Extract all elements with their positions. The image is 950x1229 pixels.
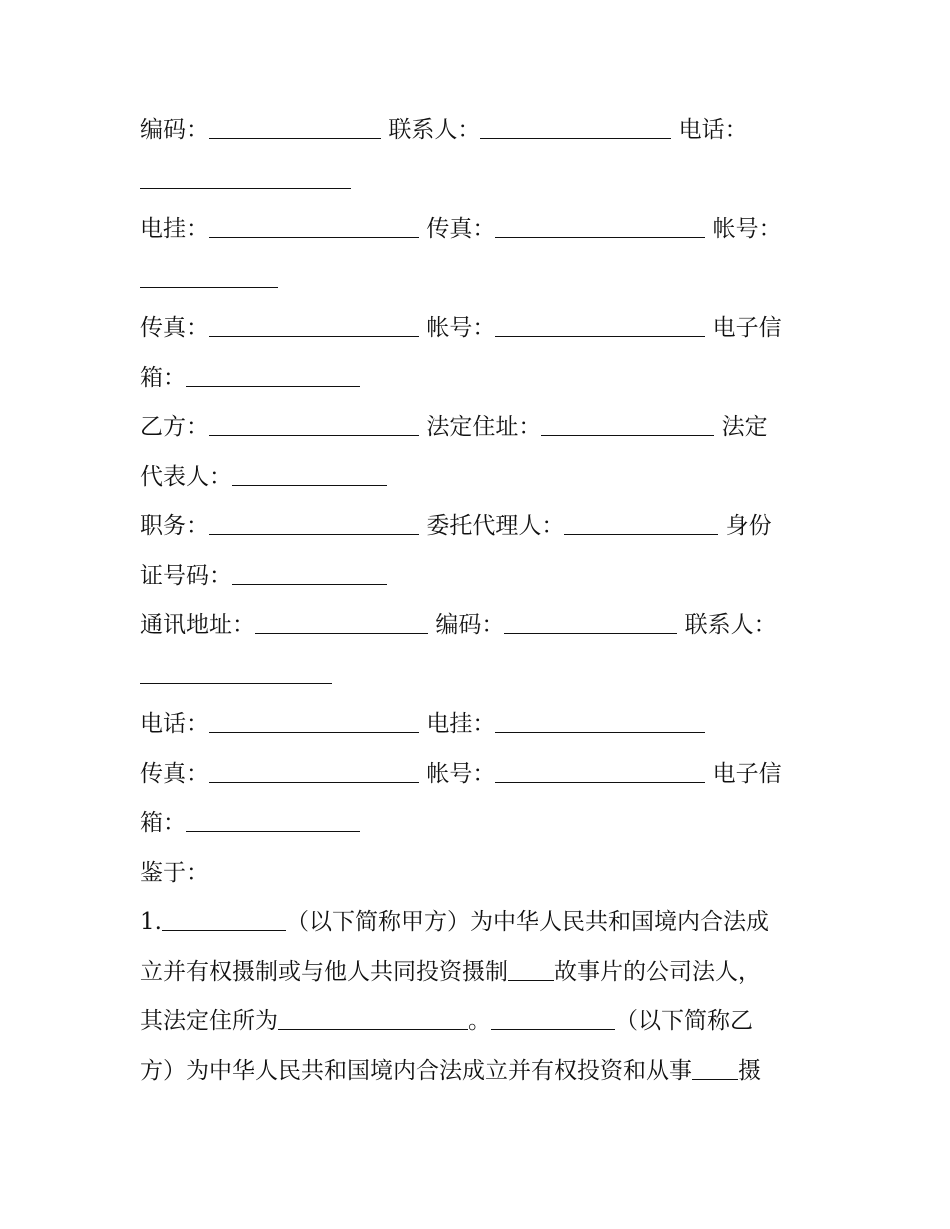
party-b-contact-blank[interactable] — [140, 663, 332, 684]
contract-page — [140, 106, 810, 1096]
party-b-telex-label: 电挂： — [426, 711, 496, 737]
id-blank[interactable] — [232, 564, 387, 585]
fax2-blank[interactable] — [209, 316, 419, 337]
whereas-line-4 — [140, 1047, 810, 1097]
agent-blank[interactable] — [564, 514, 718, 535]
business-blank[interactable] — [692, 1059, 738, 1080]
account2-label: 帐号： — [426, 315, 496, 341]
email-label-end: 箱： — [140, 364, 186, 391]
agent-label: 委托代理人： — [426, 513, 565, 539]
id-label-start: 身份 — [725, 513, 772, 539]
whereas-line-1 — [140, 898, 810, 948]
whereas-line-4-text-b: 摄 — [738, 1057, 761, 1084]
whereas-line-2 — [140, 948, 810, 998]
film-count-blank[interactable] — [508, 960, 554, 981]
party-a-telex-line — [140, 205, 810, 255]
telex-blank[interactable] — [209, 217, 419, 238]
party-b-fax-label: 传真： — [140, 760, 209, 787]
whereas-line-3 — [140, 997, 810, 1047]
whereas-line-3-text-c: （以下简称乙 — [615, 1008, 753, 1034]
contact-blank[interactable] — [480, 118, 671, 139]
party-b-account-blank[interactable] — [495, 762, 705, 783]
party-b-code-blank[interactable] — [504, 613, 677, 634]
phone-blank[interactable] — [140, 168, 351, 189]
party-b-position-line — [140, 502, 810, 552]
party-b-mail-line — [140, 601, 810, 651]
party-b-phone-line — [140, 700, 810, 750]
party-b-phone-label: 电话： — [140, 711, 209, 737]
legal-address-blank[interactable] — [541, 415, 714, 436]
legal-rep-label-end: 代表人： — [140, 463, 232, 490]
whereas-heading: 鉴于： — [140, 859, 209, 886]
party-b-phone-blank[interactable] — [209, 712, 419, 733]
party-b-fax-blank[interactable] — [209, 762, 419, 783]
party-b-email-label-start: 电子信 — [712, 760, 782, 787]
legal-rep-label-start: 法定 — [721, 414, 768, 440]
party-b-name-blank[interactable] — [491, 1009, 615, 1030]
party-a-account-continuation-line — [140, 255, 810, 305]
party-b-email-line — [140, 799, 810, 849]
party-a-fax2-line — [140, 304, 810, 354]
mail-address-label: 通讯地址： — [140, 612, 255, 638]
account2-blank[interactable] — [495, 316, 705, 337]
mail-address-blank[interactable] — [255, 613, 428, 634]
fax-blank[interactable] — [495, 217, 705, 238]
party-b-code-label: 编码： — [435, 612, 505, 638]
party-b-fax-line — [140, 750, 810, 800]
whereas-line-1-text: （以下简称甲方）为中华人民共和国境内合法成 — [285, 909, 769, 935]
party-a-name-blank[interactable] — [162, 910, 286, 931]
whereas-line-3-text-b: 。 — [468, 1008, 491, 1034]
party-b-id-line — [140, 552, 810, 602]
item-number: 1. — [140, 909, 162, 935]
party-b-telex-blank[interactable] — [495, 712, 705, 733]
whereas-line-3-text-a: 其法定住所为 — [140, 1008, 278, 1034]
party-b-line — [140, 403, 810, 453]
legal-rep-blank[interactable] — [232, 465, 387, 486]
fax-label: 传真： — [426, 216, 496, 242]
party-a-code-line — [140, 106, 810, 156]
id-label-end: 证号码： — [140, 562, 232, 589]
party-b-email-label-end: 箱： — [140, 810, 186, 836]
party-b-account-label: 帐号： — [426, 760, 496, 787]
email-blank[interactable] — [186, 366, 360, 387]
contact-label: 联系人： — [388, 117, 481, 143]
party-b-label: 乙方： — [140, 414, 209, 440]
position-label: 职务： — [140, 513, 209, 539]
party-b-contact-continuation-line — [140, 651, 810, 701]
account-blank[interactable] — [140, 267, 278, 288]
party-b-legal-rep-line — [140, 453, 810, 503]
party-b-blank[interactable] — [209, 415, 419, 436]
position-blank[interactable] — [209, 514, 419, 535]
email-label-start: 电子信 — [712, 315, 782, 341]
code-label: 编码： — [140, 117, 209, 143]
whereas-line-2-text-a: 立并有权摄制或与他人共同投资摄制 — [140, 958, 508, 985]
code-blank[interactable] — [209, 118, 381, 139]
party-a-phone-continuation-line — [140, 156, 810, 206]
party-b-contact-label: 联系人： — [684, 612, 777, 638]
whereas-line-2-text-b: 故事片的公司法人， — [554, 958, 761, 985]
fax2-label: 传真： — [140, 315, 209, 341]
party-b-email-blank[interactable] — [186, 811, 360, 832]
legal-address-label: 法定住址： — [426, 414, 542, 440]
party-a-email-line — [140, 354, 810, 404]
phone-label: 电话： — [678, 117, 748, 143]
telex-label: 电挂： — [140, 216, 209, 242]
legal-domicile-blank[interactable] — [278, 1009, 468, 1030]
whereas-line-4-text-a: 方）为中华人民共和国境内合法成立并有权投资和从事 — [140, 1057, 692, 1084]
account-label: 帐号： — [712, 216, 782, 242]
